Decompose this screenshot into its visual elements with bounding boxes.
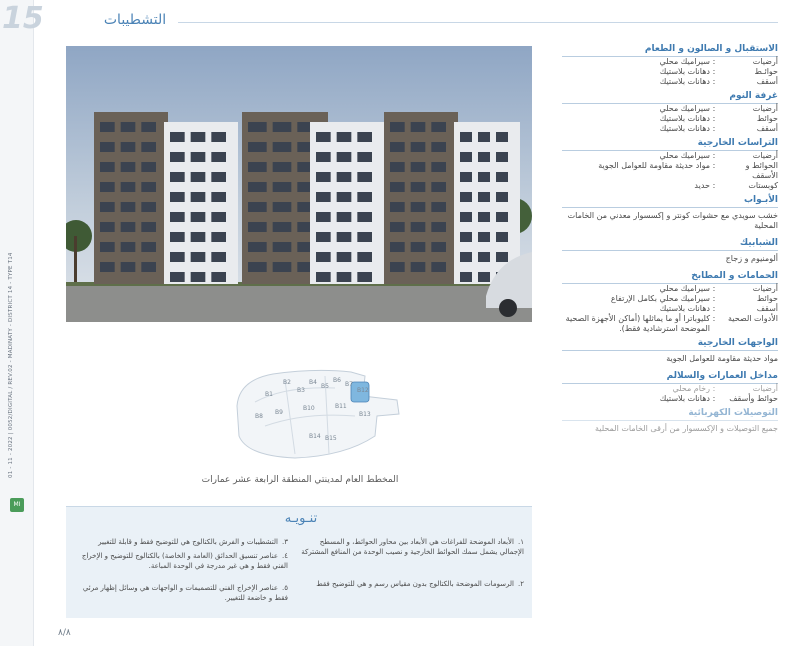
window	[431, 182, 446, 192]
window	[390, 222, 405, 232]
window	[478, 252, 490, 262]
building-tower	[94, 112, 168, 284]
window	[460, 272, 472, 282]
window	[390, 262, 405, 272]
window	[460, 152, 472, 162]
window	[141, 222, 156, 232]
window	[337, 272, 352, 282]
window	[170, 232, 185, 242]
window	[191, 192, 206, 202]
section-heading: التوصيلات الكهربائية	[562, 407, 778, 421]
spec-row: حوائط : سيراميك محلي بكامل الإرتفاع	[610, 294, 778, 303]
window	[141, 142, 156, 152]
brand-badge: MI	[10, 498, 24, 512]
map-block-label: B7	[345, 381, 353, 388]
window	[191, 252, 206, 262]
page-number: ٨/٨	[58, 628, 71, 638]
window	[191, 152, 206, 162]
spec-row: أرضيات : سيراميك محلي	[659, 151, 778, 160]
spec-row: أسقف : دهانات بلاستيك	[659, 77, 778, 86]
window	[100, 242, 115, 252]
page-title: التشطيبات	[103, 12, 167, 28]
window	[357, 192, 372, 202]
window	[121, 182, 136, 192]
window	[478, 212, 490, 222]
window	[357, 232, 372, 242]
window	[337, 132, 352, 142]
window	[411, 142, 426, 152]
section-heading: الواجهات الخارجية	[562, 337, 778, 351]
spec-row: أرضيات : رخام محلي	[672, 384, 778, 393]
map-block-label: B9	[275, 409, 283, 416]
map-block-label: B14	[309, 433, 321, 440]
window	[170, 152, 185, 162]
window	[478, 152, 490, 162]
window	[121, 202, 136, 212]
catalog-spine	[0, 0, 44, 646]
window	[211, 212, 226, 222]
window	[431, 122, 446, 132]
window	[478, 192, 490, 202]
note-item: ١.الأبعاد الموضحة للفراغات هي الأبعاد بين محاور الحوائط، و المسطح الإجمالي يشمل سمك الحوائط الخارجية و نصيب الوحدة من المنافع المشتركة	[301, 538, 524, 556]
spec-row: حوائـط : دهانات بلاستيك	[659, 67, 778, 76]
section-heading: مداخل العمارات والسلالم	[562, 370, 778, 384]
window	[273, 242, 292, 252]
note-item: ٥.عناصر الإخراج الفني للتصميمات و الواجهات هي وسائل إظهار مرئي فقط و خاضعة للتغيير.	[82, 584, 288, 602]
window	[170, 132, 185, 142]
window	[170, 272, 185, 282]
note-item: ٤.عناصر تنسيق الحدائق (العامة و الخاصة) بالكتالوج للتوضيح و الإخراج الفني فقط و هي غير مدرجة في الوحدة المباعة.	[81, 552, 288, 570]
window	[337, 232, 352, 242]
window	[411, 182, 426, 192]
window	[273, 182, 292, 192]
spec-row: أرضيات : سيراميك محلي	[659, 284, 778, 293]
window	[191, 172, 206, 182]
window	[390, 122, 405, 132]
window	[478, 232, 490, 242]
window	[460, 212, 472, 222]
window	[496, 252, 508, 262]
section-heading: الحمامات و المطابخ	[562, 270, 778, 284]
window	[390, 202, 405, 212]
window	[211, 132, 226, 142]
window	[273, 162, 292, 172]
window	[100, 202, 115, 212]
window	[211, 172, 226, 182]
window	[100, 162, 115, 172]
window	[316, 212, 331, 222]
map-block-label: B3	[297, 387, 305, 394]
finishing-specs	[562, 40, 778, 437]
window	[390, 242, 405, 252]
window	[121, 262, 136, 272]
spec-row: حوائط وأسقف : دهانات بلاستيك	[659, 394, 778, 403]
window	[248, 142, 267, 152]
window	[496, 232, 508, 242]
window	[496, 132, 508, 142]
window	[411, 222, 426, 232]
window	[141, 202, 156, 212]
window	[170, 252, 185, 262]
window	[357, 152, 372, 162]
map-block-label: B10	[303, 405, 315, 412]
window	[248, 242, 267, 252]
window	[141, 122, 156, 132]
spec-text: خشب سويدي مع حشوات كونتر و إكسسوار معدني من الخامات المحلية	[567, 211, 778, 230]
window	[337, 172, 352, 182]
note-item: ٣.التشطيبات و الفرش بالكتالوج هي للتوضيح فقط و قابلة للتغيير	[98, 538, 288, 546]
window	[431, 222, 446, 232]
window	[248, 122, 267, 132]
district-logo: 15	[2, 1, 44, 36]
notes-box	[66, 506, 532, 618]
window	[121, 122, 136, 132]
window	[460, 172, 472, 182]
window	[390, 142, 405, 152]
window	[316, 272, 331, 282]
window	[316, 172, 331, 182]
window	[100, 222, 115, 232]
window	[390, 182, 405, 192]
window	[141, 262, 156, 272]
window	[121, 242, 136, 252]
window	[411, 202, 426, 212]
spec-row: الحوائط و الأسقف : مواد حديثة مقاومة للعوامل الجوية	[598, 161, 778, 180]
window	[337, 192, 352, 202]
window	[211, 232, 226, 242]
window	[478, 172, 490, 182]
window	[121, 162, 136, 172]
spec-row: أرضيات : سيراميك محلي	[659, 57, 778, 66]
spec-text: جميع التوصيلات و الإكسسوار من أرقى الخامات المحلية	[595, 424, 778, 433]
window	[248, 162, 267, 172]
map-block-label: B5	[321, 383, 329, 390]
window	[316, 252, 331, 262]
window	[191, 272, 206, 282]
spec-text: مواد حديثة مقاومة للعوامل الجوية	[666, 354, 778, 363]
window	[211, 252, 226, 262]
window	[273, 262, 292, 272]
window	[496, 172, 508, 182]
window	[248, 222, 267, 232]
window	[496, 212, 508, 222]
window	[390, 162, 405, 172]
window	[121, 142, 136, 152]
window	[357, 252, 372, 262]
map-block-label: B6	[333, 377, 341, 384]
window	[248, 202, 267, 212]
window	[170, 192, 185, 202]
section-heading: الاستقبال و الصالون و الطعام	[562, 43, 778, 57]
spec-row: الأدوات الصحية : كليوباترا أو ما يماثلها (أماكن الأجهزة الصحية الموضحة استرشادية فقط).	[565, 314, 778, 333]
map-block-label: B1	[265, 391, 273, 398]
window	[431, 202, 446, 212]
window	[460, 252, 472, 262]
map-block-label: B2	[283, 379, 291, 386]
section-heading: التراسات الخارجية	[562, 137, 778, 151]
window	[170, 212, 185, 222]
spec-row: أسقف : دهانات بلاستيك	[659, 304, 778, 313]
map-caption: المخطط العام لمدينتي المنطقة الرابعة عشر عمارات	[201, 475, 399, 485]
window	[248, 262, 267, 272]
window	[431, 242, 446, 252]
window	[411, 122, 426, 132]
window	[316, 152, 331, 162]
window	[100, 182, 115, 192]
window	[478, 132, 490, 142]
map-block-label: B12	[357, 387, 369, 394]
window	[211, 272, 226, 282]
window	[431, 142, 446, 152]
spec-row: كوبستات : حديد	[694, 181, 778, 190]
window	[100, 142, 115, 152]
window	[191, 132, 206, 142]
window	[273, 122, 292, 132]
window	[337, 212, 352, 222]
notes-title: تنـويـه	[284, 511, 318, 526]
window	[273, 202, 292, 212]
window	[273, 142, 292, 152]
window	[478, 272, 490, 282]
title-divider	[178, 22, 778, 23]
section-heading: الأبـواب	[562, 194, 778, 208]
window	[496, 152, 508, 162]
map-block-label: B4	[309, 379, 317, 386]
window	[357, 272, 372, 282]
window	[460, 232, 472, 242]
window	[170, 172, 185, 182]
window	[316, 232, 331, 242]
section-heading: غرفة النوم	[562, 90, 778, 104]
note-item: ٢.الرسومات الموضحة بالكتالوج بدون مقياس رسم و هي للتوضيح فقط	[316, 580, 524, 588]
window	[496, 192, 508, 202]
window	[191, 232, 206, 242]
map-block-label: B15	[325, 435, 337, 442]
window	[211, 152, 226, 162]
window	[316, 192, 331, 202]
window	[100, 262, 115, 272]
window	[100, 122, 115, 132]
map-block-label: B8	[255, 413, 263, 420]
window	[460, 132, 472, 142]
window	[337, 252, 352, 262]
map-block-label: B13	[359, 411, 371, 418]
map-block-label: B11	[335, 403, 347, 410]
master-plan-map	[225, 366, 410, 462]
building-tower	[384, 112, 458, 284]
window	[121, 222, 136, 232]
window	[411, 242, 426, 252]
spec-row: أرضيات : سيراميك محلي	[659, 104, 778, 113]
building-render-image	[66, 46, 532, 322]
spec-row: حوائط : دهانات بلاستيك	[659, 114, 778, 123]
window	[141, 242, 156, 252]
window	[316, 132, 331, 142]
window	[431, 262, 446, 272]
window	[411, 162, 426, 172]
window	[357, 212, 372, 222]
spine-revision-text: 01 - 11 - 2022 | 0052/DIGITAL / REV.02 - MADINATY - DISTRICT 14 - TYPE T14	[8, 252, 14, 478]
window	[357, 132, 372, 142]
window	[141, 162, 156, 172]
spec-text: ألومنيوم و زجاج	[725, 254, 778, 263]
window	[248, 182, 267, 192]
window	[211, 192, 226, 202]
window	[431, 162, 446, 172]
window	[191, 212, 206, 222]
window	[273, 222, 292, 232]
window	[460, 192, 472, 202]
spec-row: أسقف : دهانات بلاستيك	[659, 124, 778, 133]
window	[357, 172, 372, 182]
window	[141, 182, 156, 192]
window	[337, 152, 352, 162]
section-heading: الشبابيك	[562, 237, 778, 251]
window	[411, 262, 426, 272]
